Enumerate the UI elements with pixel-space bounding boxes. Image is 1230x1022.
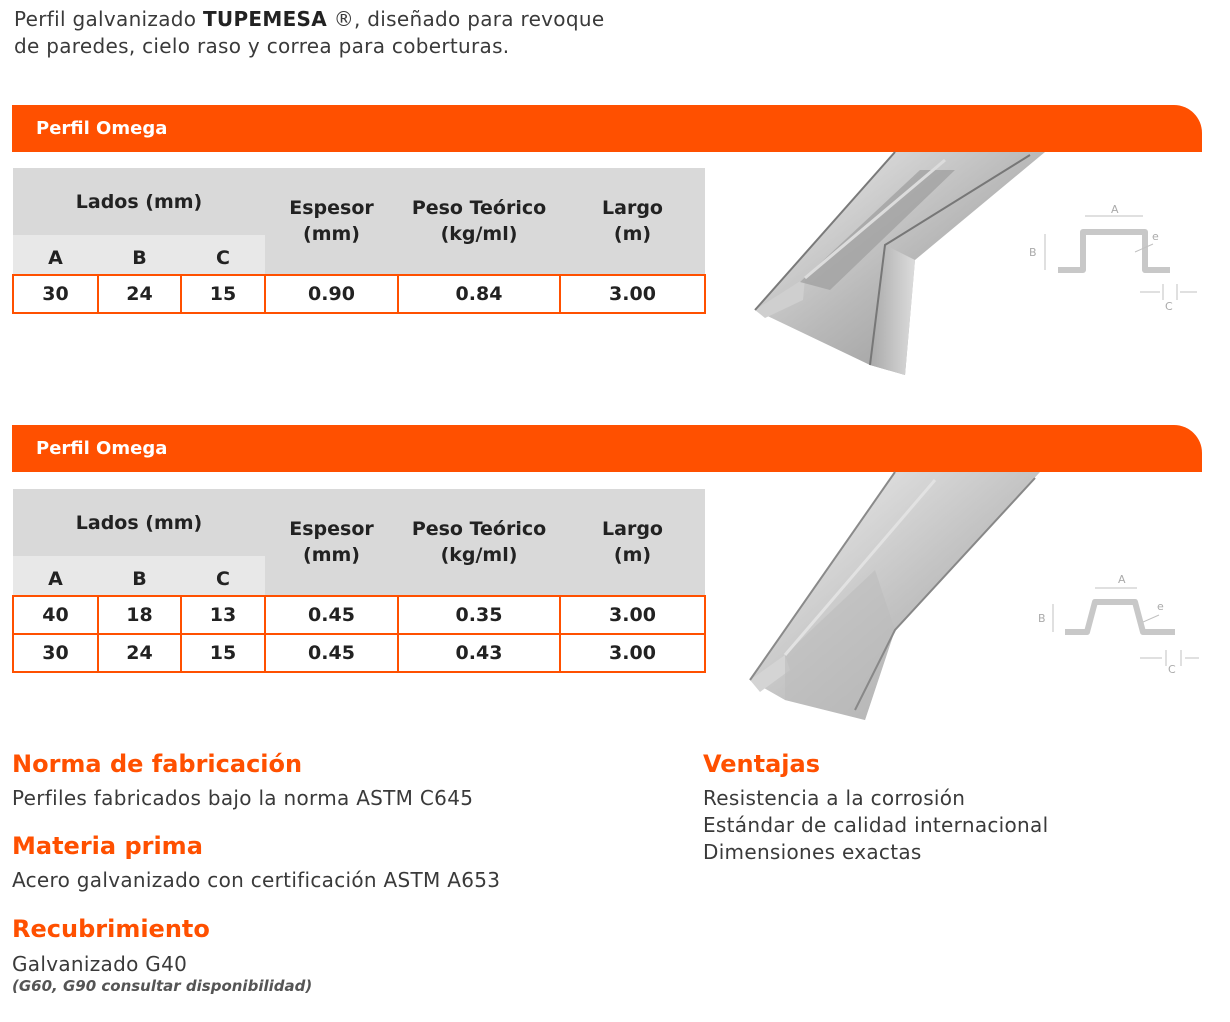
section-banner-2: Perfil Omega [12, 425, 1202, 472]
cell-peso: 0.43 [398, 634, 560, 672]
intro-text-line2: de paredes, cielo raso y correa para coberturas. [14, 34, 510, 58]
header-largo-line2: (m) [613, 544, 652, 566]
header-largo [560, 489, 705, 596]
cell-b: 18 [98, 596, 181, 634]
brand-name: TUPEMESA [202, 7, 328, 31]
header-largo [560, 168, 705, 275]
recubrimiento-title: Recubrimiento [12, 915, 210, 943]
spec-table-1 [12, 168, 706, 314]
label-a: A [1118, 573, 1126, 586]
header-largo-line1: Largo [602, 518, 663, 540]
cell-largo: 3.00 [560, 275, 705, 313]
materia-title: Materia prima [12, 832, 203, 860]
cell-c: 13 [181, 596, 265, 634]
table-row [13, 634, 705, 672]
ventajas-title: Ventajas [703, 750, 820, 778]
header-b: B [98, 556, 181, 596]
intro-text [14, 6, 654, 60]
header-espesor-line1: Espesor [289, 518, 374, 540]
header-peso [398, 489, 560, 596]
header-peso-line1: Peso Teórico [411, 197, 547, 219]
recubrimiento-note: (G60, G90 consultar disponibilidad) [12, 977, 313, 995]
label-c: C [1165, 300, 1173, 313]
cell-c: 15 [181, 275, 265, 313]
norma-text: Perfiles fabricados bajo la norma ASTM C645 [12, 786, 474, 810]
intro-text-end: ®, diseñado para revoque [327, 7, 605, 31]
header-largo-line2: (m) [613, 223, 652, 245]
cell-a: 40 [13, 596, 98, 634]
header-peso-line1: Peso Teórico [411, 518, 547, 540]
cell-c: 15 [181, 634, 265, 672]
cell-a: 30 [13, 275, 98, 313]
header-c: C [181, 556, 265, 596]
ventajas-list [703, 785, 1048, 866]
section-banner-1: Perfil Omega [12, 105, 1202, 152]
cell-b: 24 [98, 275, 181, 313]
table-row [13, 596, 705, 634]
ventajas-item: Dimensiones exactas [703, 840, 922, 864]
header-lados: Lados (mm) [13, 489, 265, 556]
header-espesor-line2: (mm) [303, 544, 360, 566]
omega-profile-image-2 [745, 470, 1065, 725]
cell-espesor: 0.45 [265, 634, 398, 672]
cross-section-diagram-2 [1025, 570, 1200, 685]
label-b: B [1038, 612, 1046, 625]
label-e: e [1152, 230, 1159, 243]
label-b: B [1029, 246, 1037, 259]
cell-b: 24 [98, 634, 181, 672]
label-a: A [1111, 203, 1119, 216]
cell-peso: 0.35 [398, 596, 560, 634]
cell-largo: 3.00 [560, 596, 705, 634]
materia-text: Acero galvanizado con certificación ASTM A653 [12, 868, 501, 892]
omega-profile-image-1 [745, 150, 1065, 380]
cell-espesor: 0.45 [265, 596, 398, 634]
header-peso-line2: (kg/ml) [440, 544, 518, 566]
ventajas-item: Resistencia a la corrosión [703, 786, 966, 810]
header-largo-line1: Largo [602, 197, 663, 219]
header-peso-line2: (kg/ml) [440, 223, 518, 245]
header-espesor-line2: (mm) [303, 223, 360, 245]
header-b: B [98, 235, 181, 275]
intro-text-start: Perfil galvanizado [14, 7, 203, 31]
header-espesor [265, 168, 398, 275]
header-c: C [181, 235, 265, 275]
norma-title: Norma de fabricación [12, 750, 303, 778]
header-espesor [265, 489, 398, 596]
cell-a: 30 [13, 634, 98, 672]
ventajas-item: Estándar de calidad internacional [703, 813, 1049, 837]
header-a: A [13, 556, 98, 596]
header-peso [398, 168, 560, 275]
header-espesor-line1: Espesor [289, 197, 374, 219]
header-lados: Lados (mm) [13, 168, 265, 235]
label-c: C [1168, 663, 1176, 676]
cell-peso: 0.84 [398, 275, 560, 313]
header-a: A [13, 235, 98, 275]
recubrimiento-text: Galvanizado G40 [12, 952, 188, 976]
cell-largo: 3.00 [560, 634, 705, 672]
label-e: e [1157, 600, 1164, 613]
cross-section-diagram-1 [1025, 200, 1200, 315]
spec-table-2 [12, 489, 706, 673]
table-row [13, 275, 705, 313]
cell-espesor: 0.90 [265, 275, 398, 313]
